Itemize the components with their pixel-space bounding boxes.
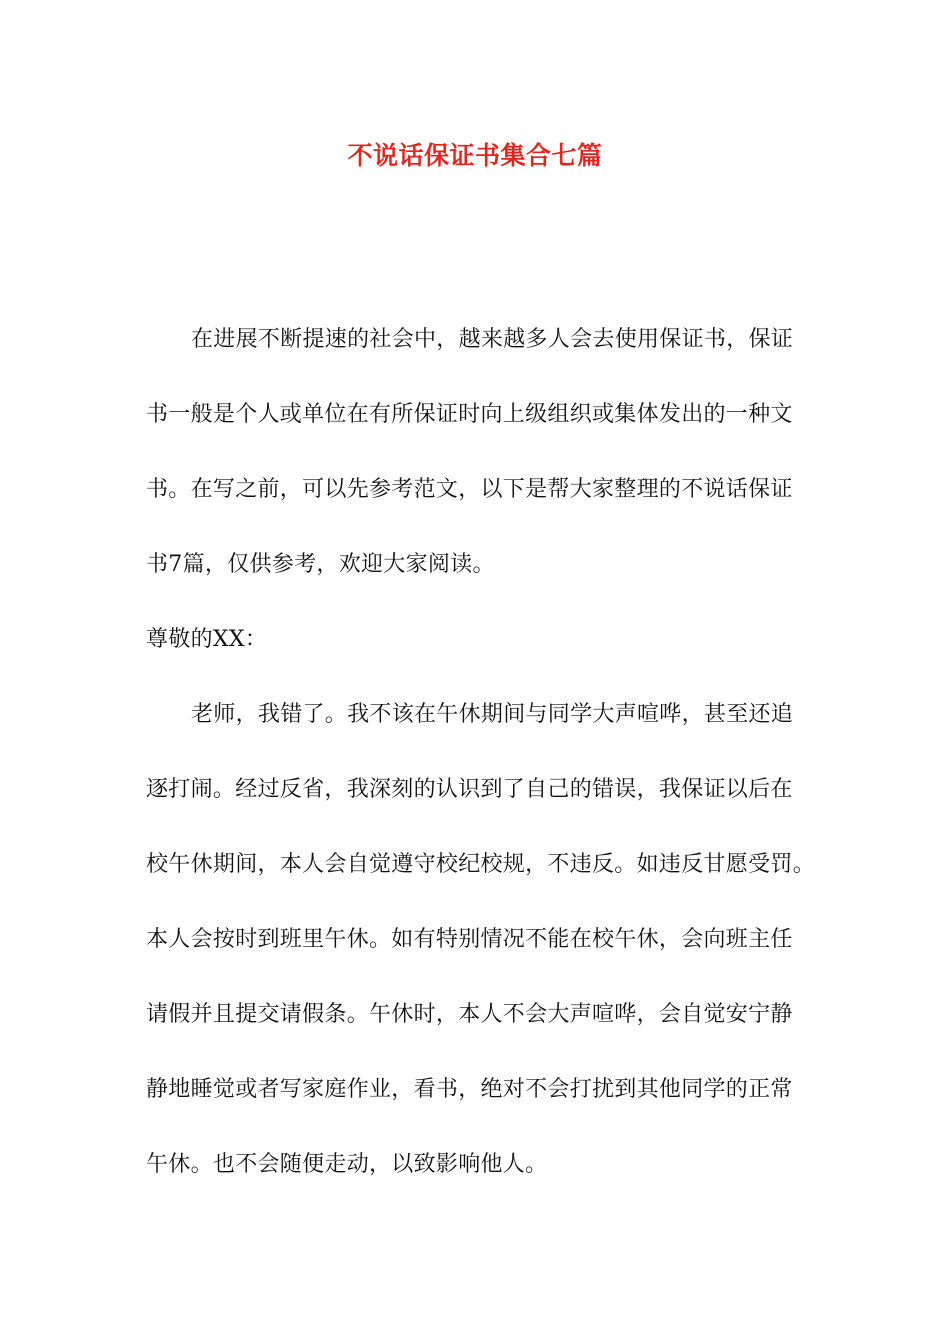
paragraph-line: 静地睡觉或者写家庭作业，看书，绝对不会打扰到其他同学的正常	[146, 1077, 793, 1102]
paragraph-line: 请假并且提交请假条。午休时，本人不会大声喧哗，会自觉安宁静	[146, 1002, 793, 1027]
paragraph-line: 书一般是个人或单位在有所保证时向上级组织或集体发出的一种文	[146, 402, 793, 427]
paragraph-line: 在进展不断提速的社会中，越来越多人会去使用保证书，保证	[191, 327, 794, 352]
document-title: 不说话保证书集合七篇	[347, 141, 603, 170]
paragraph-line: 午休。也不会随便走动，以致影响他人。	[146, 1152, 548, 1177]
paragraph-line: 书。在写之前，可以先参考范文，以下是帮大家整理的不说话保证	[146, 477, 793, 502]
salutation-line: 尊敬的XX：	[146, 627, 268, 652]
paragraph-line: 书7篇，仅供参考，欢迎大家阅读。	[146, 552, 495, 577]
paragraph-line: 本人会按时到班里午休。如有特别情况不能在校午休，会向班主任	[146, 927, 793, 952]
paragraph-line: 逐打闹。经过反省，我深刻的认识到了自己的错误，我保证以后在	[146, 777, 793, 802]
paragraph-line: 老师，我错了。我不该在午休期间与同学大声喧哗，甚至还追	[191, 702, 794, 727]
paragraph-line: 校午休期间，本人会自觉遵守校纪校规，不违反。如违反甘愿受罚。	[146, 852, 816, 877]
